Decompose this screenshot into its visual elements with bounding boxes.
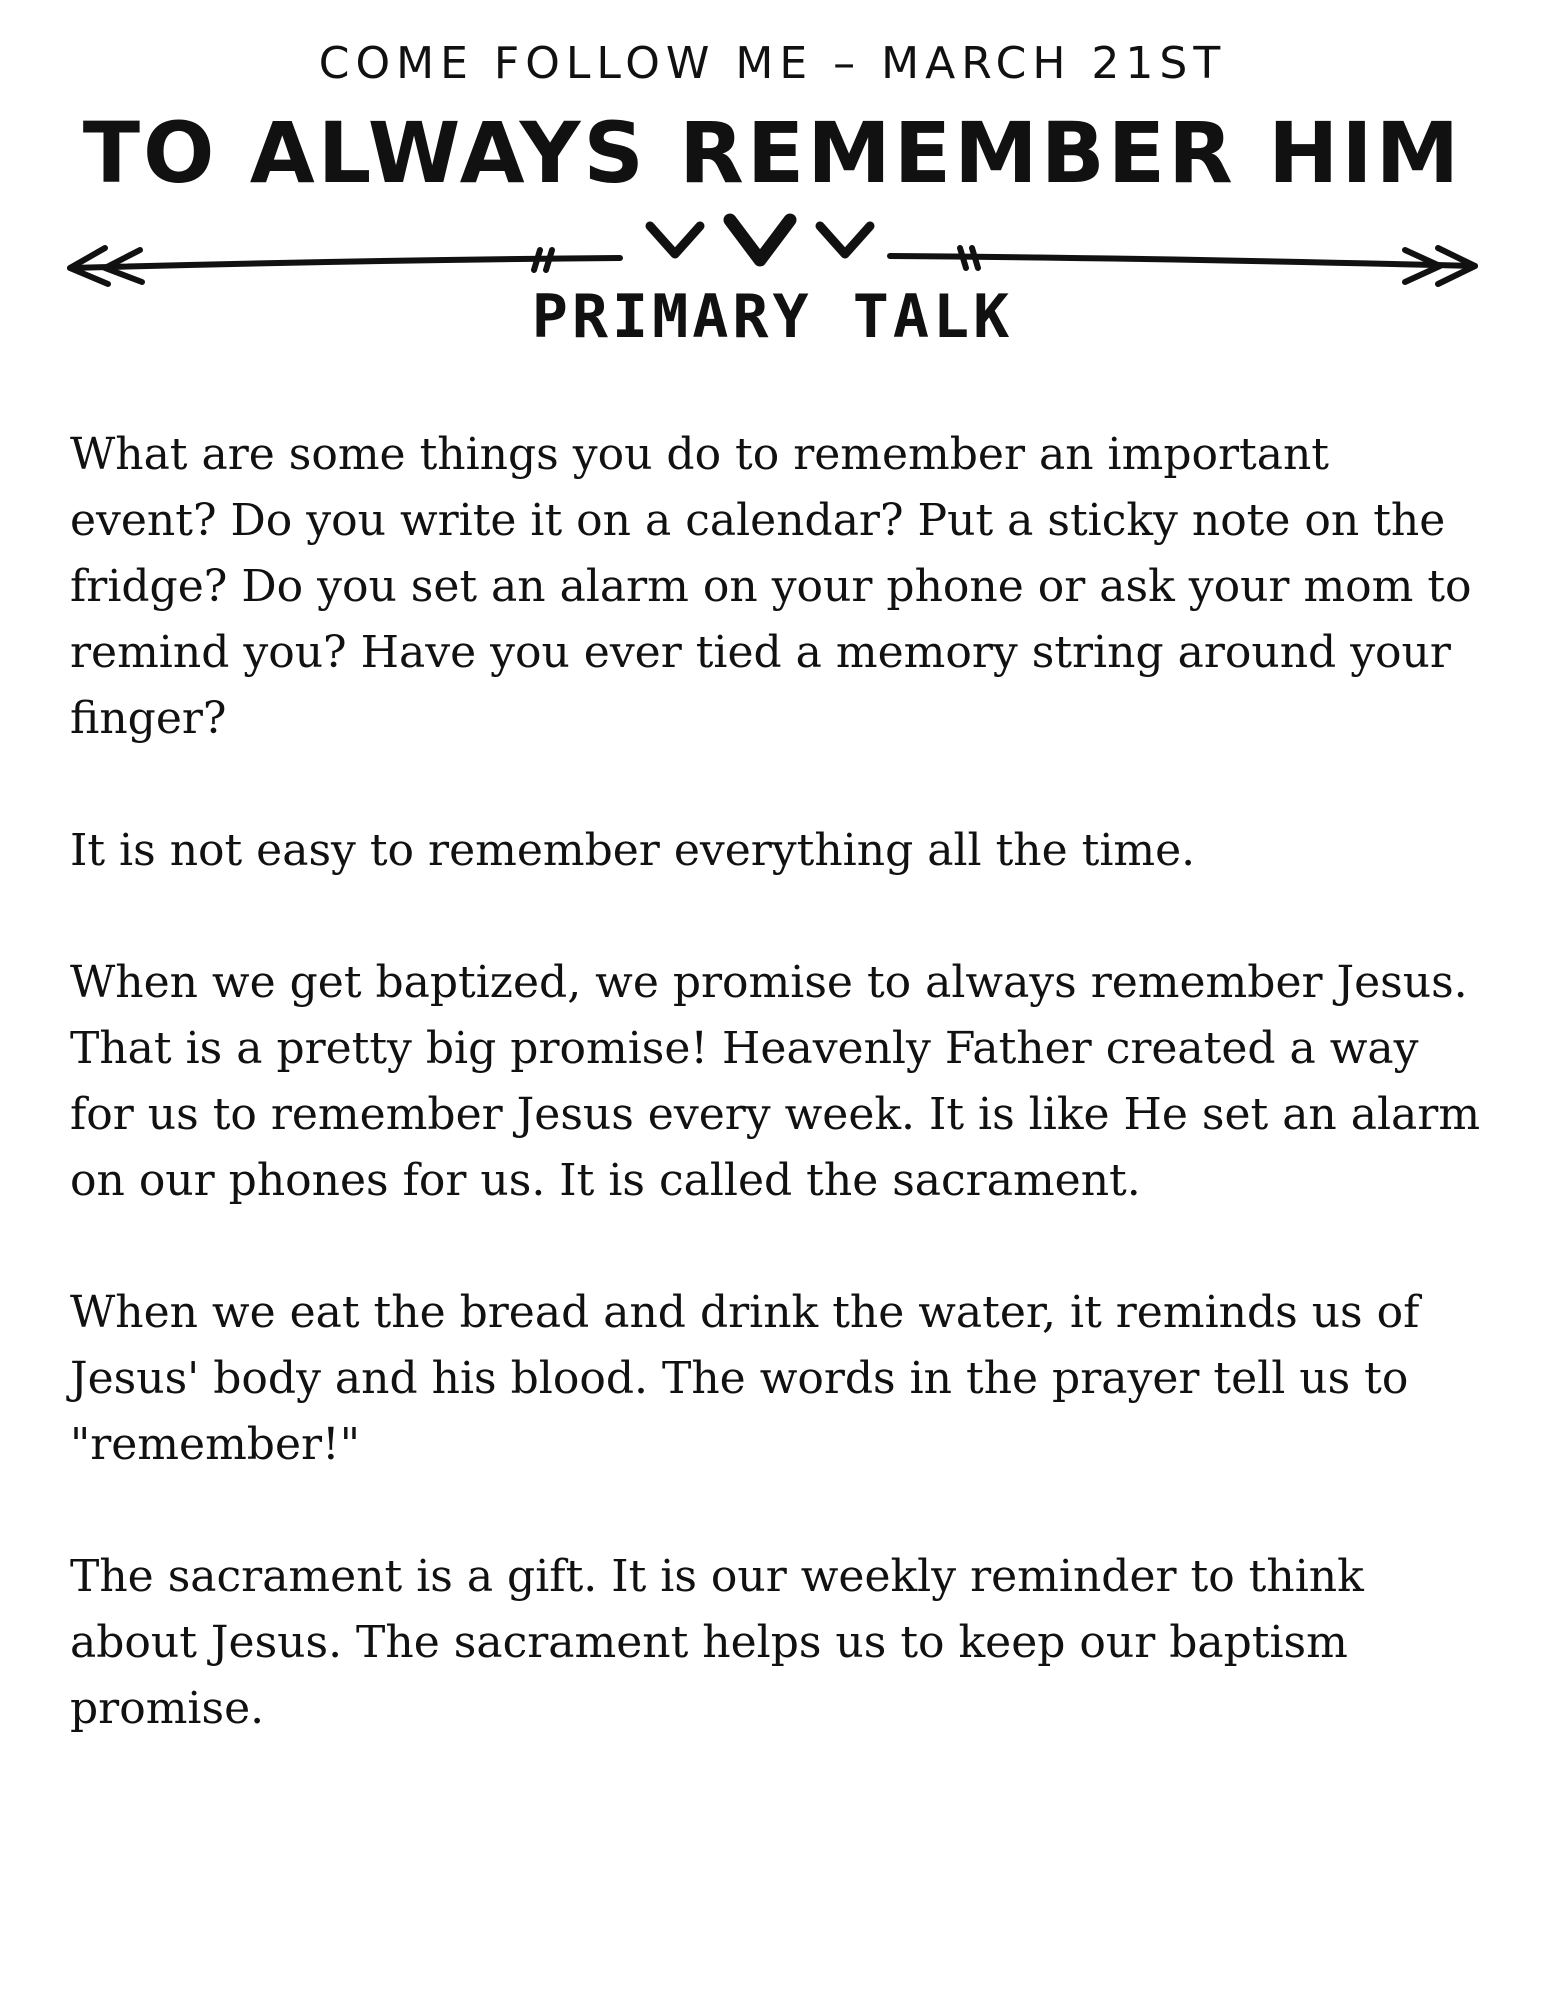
page-title: TO ALWAYS REMEMBER HIM <box>82 104 1463 202</box>
paragraph: When we eat the bread and drink the water, it reminds us of Jesus' body and his blood. The words in the prayer tell us to "remember!" <box>70 1287 1420 1470</box>
paragraph: It is not easy to remember everything all the time. <box>70 825 1196 876</box>
talk-body <box>70 422 1485 1808</box>
paragraph: What are some things you do to remember an important event? Do you write it on a calendar? Put a sticky note on the fridge? Do you set an alarm on your phone or ask your mom to remind you? Have you ever tied a memory string around your finger? <box>70 429 1472 744</box>
page-subtitle: PRIMARY TALK <box>531 282 1014 352</box>
paragraph: When we get baptized, we promise to always remember Jesus. That is a pretty big promise! Heavenly Father created a way for us to remember Jesus every week. It is like He set an alarm on our phones for us. It is called the sacrament. <box>70 957 1481 1206</box>
header-kicker: COME FOLLOW ME – MARCH 21ST <box>318 38 1227 89</box>
paragraph: The sacrament is a gift. It is our weekly reminder to think about Jesus. The sacrament helps us to keep our baptism promise. <box>70 1551 1364 1734</box>
